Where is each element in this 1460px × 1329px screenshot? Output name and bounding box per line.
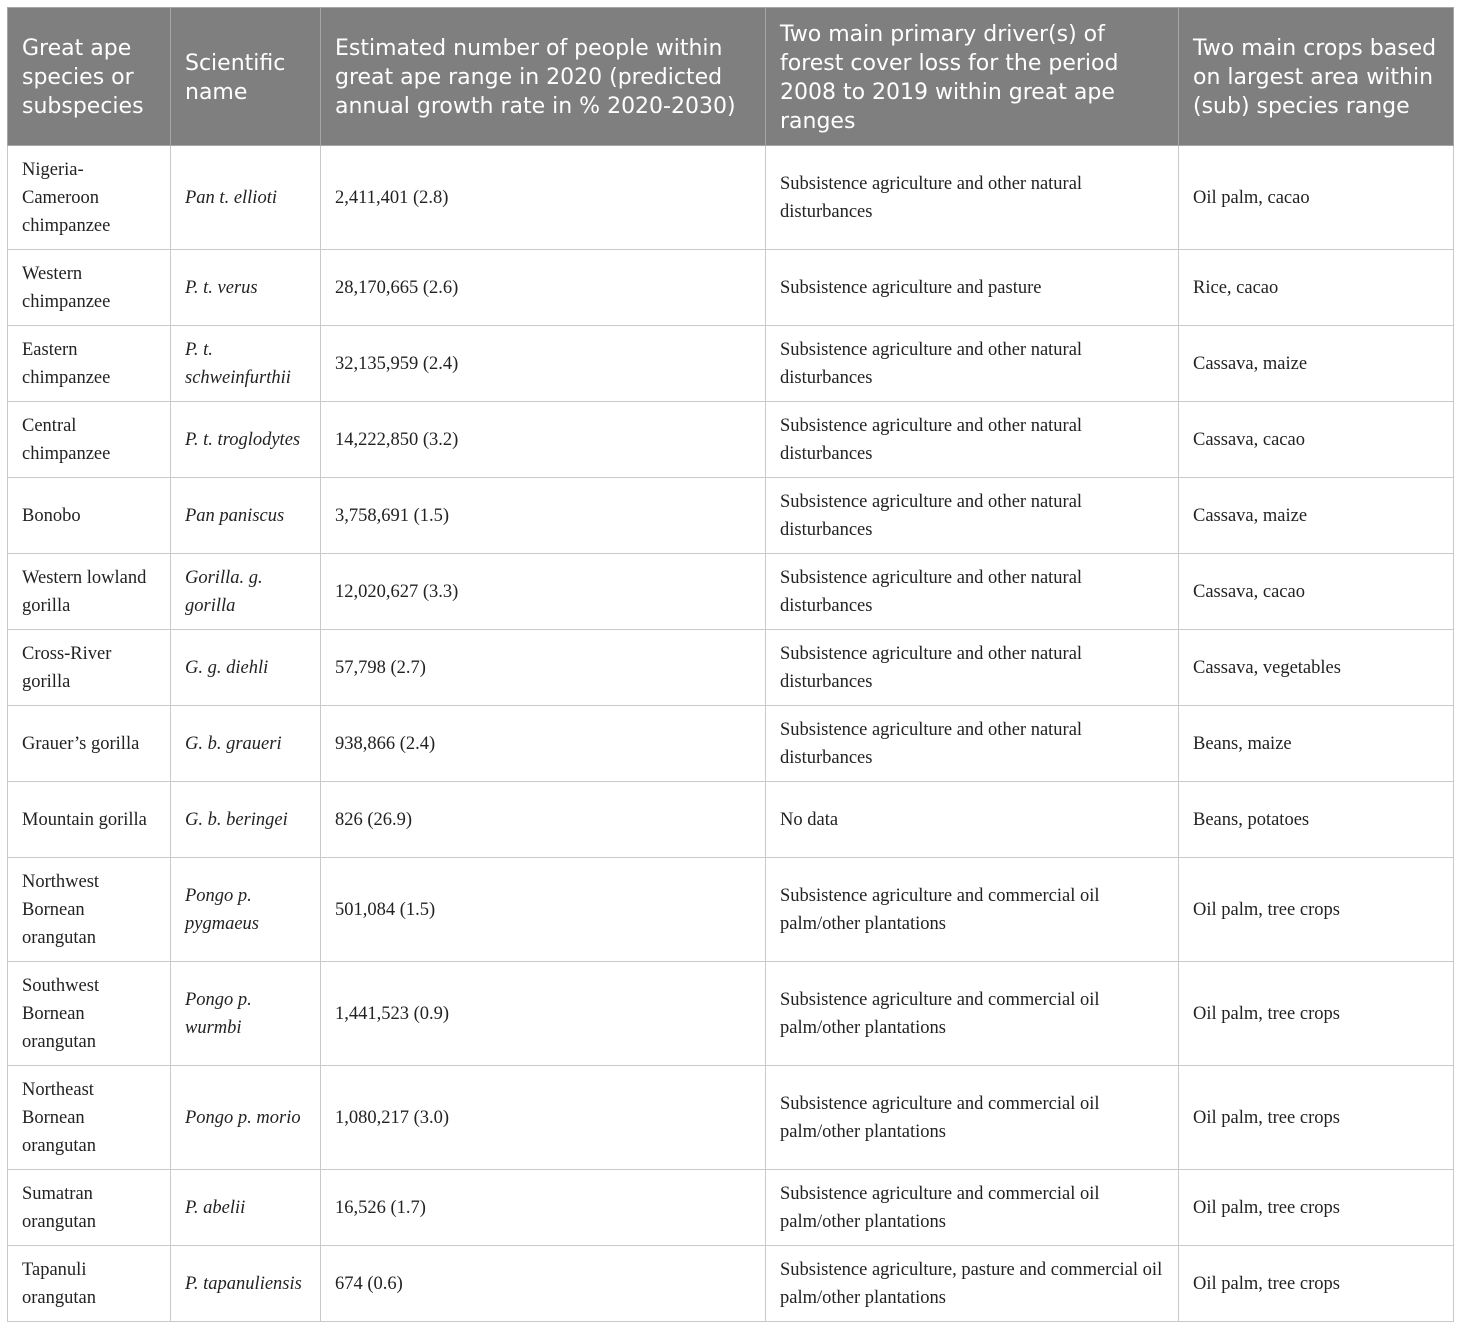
- cell-species: Central chimpanzee: [8, 402, 171, 478]
- cell-crops: Rice, cacao: [1179, 250, 1454, 326]
- cell-drivers: No data: [766, 782, 1179, 858]
- header-people-estimate: Estimated number of people within great ape range in 2020 (predicted annual growth rate in % 2020-2030): [321, 8, 766, 146]
- cell-species: Western chimpanzee: [8, 250, 171, 326]
- cell-species: Bonobo: [8, 478, 171, 554]
- cell-crops: Oil palm, tree crops: [1179, 858, 1454, 962]
- header-scientific-name: Scientific name: [171, 8, 321, 146]
- cell-scientific-name: Pan t. ellioti: [171, 146, 321, 250]
- table-header-row: [8, 8, 1454, 146]
- cell-people-estimate: 12,020,627 (3.3): [321, 554, 766, 630]
- cell-drivers: Subsistence agriculture and other natural disturbances: [766, 554, 1179, 630]
- cell-scientific-name: Pan paniscus: [171, 478, 321, 554]
- cell-scientific-name: Pongo p. wurmbi: [171, 962, 321, 1066]
- cell-drivers: Subsistence agriculture and other natural disturbances: [766, 706, 1179, 782]
- species-table: [7, 7, 1454, 1322]
- header-species: Great ape species or subspecies: [8, 8, 171, 146]
- cell-people-estimate: 1,080,217 (3.0): [321, 1066, 766, 1170]
- cell-scientific-name: P. t. verus: [171, 250, 321, 326]
- cell-people-estimate: 3,758,691 (1.5): [321, 478, 766, 554]
- cell-species: Mountain gorilla: [8, 782, 171, 858]
- cell-people-estimate: 57,798 (2.7): [321, 630, 766, 706]
- cell-people-estimate: 674 (0.6): [321, 1246, 766, 1322]
- cell-crops: Cassava, cacao: [1179, 402, 1454, 478]
- cell-crops: Cassava, cacao: [1179, 554, 1454, 630]
- cell-drivers: Subsistence agriculture and commercial oil palm/other plantations: [766, 1170, 1179, 1246]
- header-crops: Two main crops based on largest area within (sub) species range: [1179, 8, 1454, 146]
- cell-crops: Oil palm, tree crops: [1179, 962, 1454, 1066]
- cell-crops: Oil palm, cacao: [1179, 146, 1454, 250]
- cell-scientific-name: P. abelii: [171, 1170, 321, 1246]
- cell-scientific-name: Gorilla. g. gorilla: [171, 554, 321, 630]
- cell-crops: Cassava, maize: [1179, 478, 1454, 554]
- cell-crops: Oil palm, tree crops: [1179, 1066, 1454, 1170]
- cell-scientific-name: G. g. diehli: [171, 630, 321, 706]
- cell-people-estimate: 938,866 (2.4): [321, 706, 766, 782]
- cell-scientific-name: Pongo p. pygmaeus: [171, 858, 321, 962]
- cell-drivers: Subsistence agriculture and other natural disturbances: [766, 630, 1179, 706]
- cell-species: Grauer’s gorilla: [8, 706, 171, 782]
- cell-drivers: Subsistence agriculture and other natural disturbances: [766, 146, 1179, 250]
- table-row: [8, 402, 1454, 478]
- table-row: [8, 858, 1454, 962]
- table-row: [8, 782, 1454, 858]
- cell-people-estimate: 28,170,665 (2.6): [321, 250, 766, 326]
- cell-drivers: Subsistence agriculture and commercial oil palm/other plantations: [766, 1066, 1179, 1170]
- table-row: [8, 1170, 1454, 1246]
- cell-scientific-name: G. b. beringei: [171, 782, 321, 858]
- cell-crops: Oil palm, tree crops: [1179, 1246, 1454, 1322]
- cell-scientific-name: P. t. troglodytes: [171, 402, 321, 478]
- cell-people-estimate: 16,526 (1.7): [321, 1170, 766, 1246]
- cell-people-estimate: 1,441,523 (0.9): [321, 962, 766, 1066]
- table-row: [8, 478, 1454, 554]
- cell-drivers: Subsistence agriculture and other natural disturbances: [766, 326, 1179, 402]
- cell-crops: Beans, potatoes: [1179, 782, 1454, 858]
- header-drivers: Two main primary driver(s) of forest cover loss for the period 2008 to 2019 within great ape ranges: [766, 8, 1179, 146]
- cell-people-estimate: 14,222,850 (3.2): [321, 402, 766, 478]
- cell-species: Nigeria-Cameroon chimpanzee: [8, 146, 171, 250]
- cell-species: Tapanuli orangutan: [8, 1246, 171, 1322]
- cell-crops: Beans, maize: [1179, 706, 1454, 782]
- cell-people-estimate: 2,411,401 (2.8): [321, 146, 766, 250]
- table-row: [8, 706, 1454, 782]
- cell-drivers: Subsistence agriculture and other natural disturbances: [766, 402, 1179, 478]
- cell-species: Eastern chimpanzee: [8, 326, 171, 402]
- cell-people-estimate: 32,135,959 (2.4): [321, 326, 766, 402]
- table-row: [8, 326, 1454, 402]
- cell-scientific-name: P. t. schweinfurthii: [171, 326, 321, 402]
- cell-people-estimate: 826 (26.9): [321, 782, 766, 858]
- cell-species: Northeast Bornean orangutan: [8, 1066, 171, 1170]
- cell-crops: Cassava, maize: [1179, 326, 1454, 402]
- cell-species: Western lowland gorilla: [8, 554, 171, 630]
- cell-scientific-name: Pongo p. morio: [171, 1066, 321, 1170]
- cell-crops: Oil palm, tree crops: [1179, 1170, 1454, 1246]
- cell-people-estimate: 501,084 (1.5): [321, 858, 766, 962]
- table-row: [8, 962, 1454, 1066]
- cell-crops: Cassava, vegetables: [1179, 630, 1454, 706]
- cell-species: Northwest Bornean orangutan: [8, 858, 171, 962]
- cell-scientific-name: P. tapanuliensis: [171, 1246, 321, 1322]
- cell-scientific-name: G. b. graueri: [171, 706, 321, 782]
- cell-species: Sumatran orangutan: [8, 1170, 171, 1246]
- cell-drivers: Subsistence agriculture and pasture: [766, 250, 1179, 326]
- table-row: [8, 554, 1454, 630]
- table-row: [8, 630, 1454, 706]
- cell-drivers: Subsistence agriculture and commercial oil palm/other plantations: [766, 962, 1179, 1066]
- cell-species: Southwest Bornean orangutan: [8, 962, 171, 1066]
- cell-drivers: Subsistence agriculture and commercial oil palm/other plantations: [766, 858, 1179, 962]
- cell-species: Cross-River gorilla: [8, 630, 171, 706]
- cell-drivers: Subsistence agriculture, pasture and commercial oil palm/other plantations: [766, 1246, 1179, 1322]
- table-row: [8, 1246, 1454, 1322]
- table-row: [8, 146, 1454, 250]
- table-row: [8, 250, 1454, 326]
- cell-drivers: Subsistence agriculture and other natural disturbances: [766, 478, 1179, 554]
- table-row: [8, 1066, 1454, 1170]
